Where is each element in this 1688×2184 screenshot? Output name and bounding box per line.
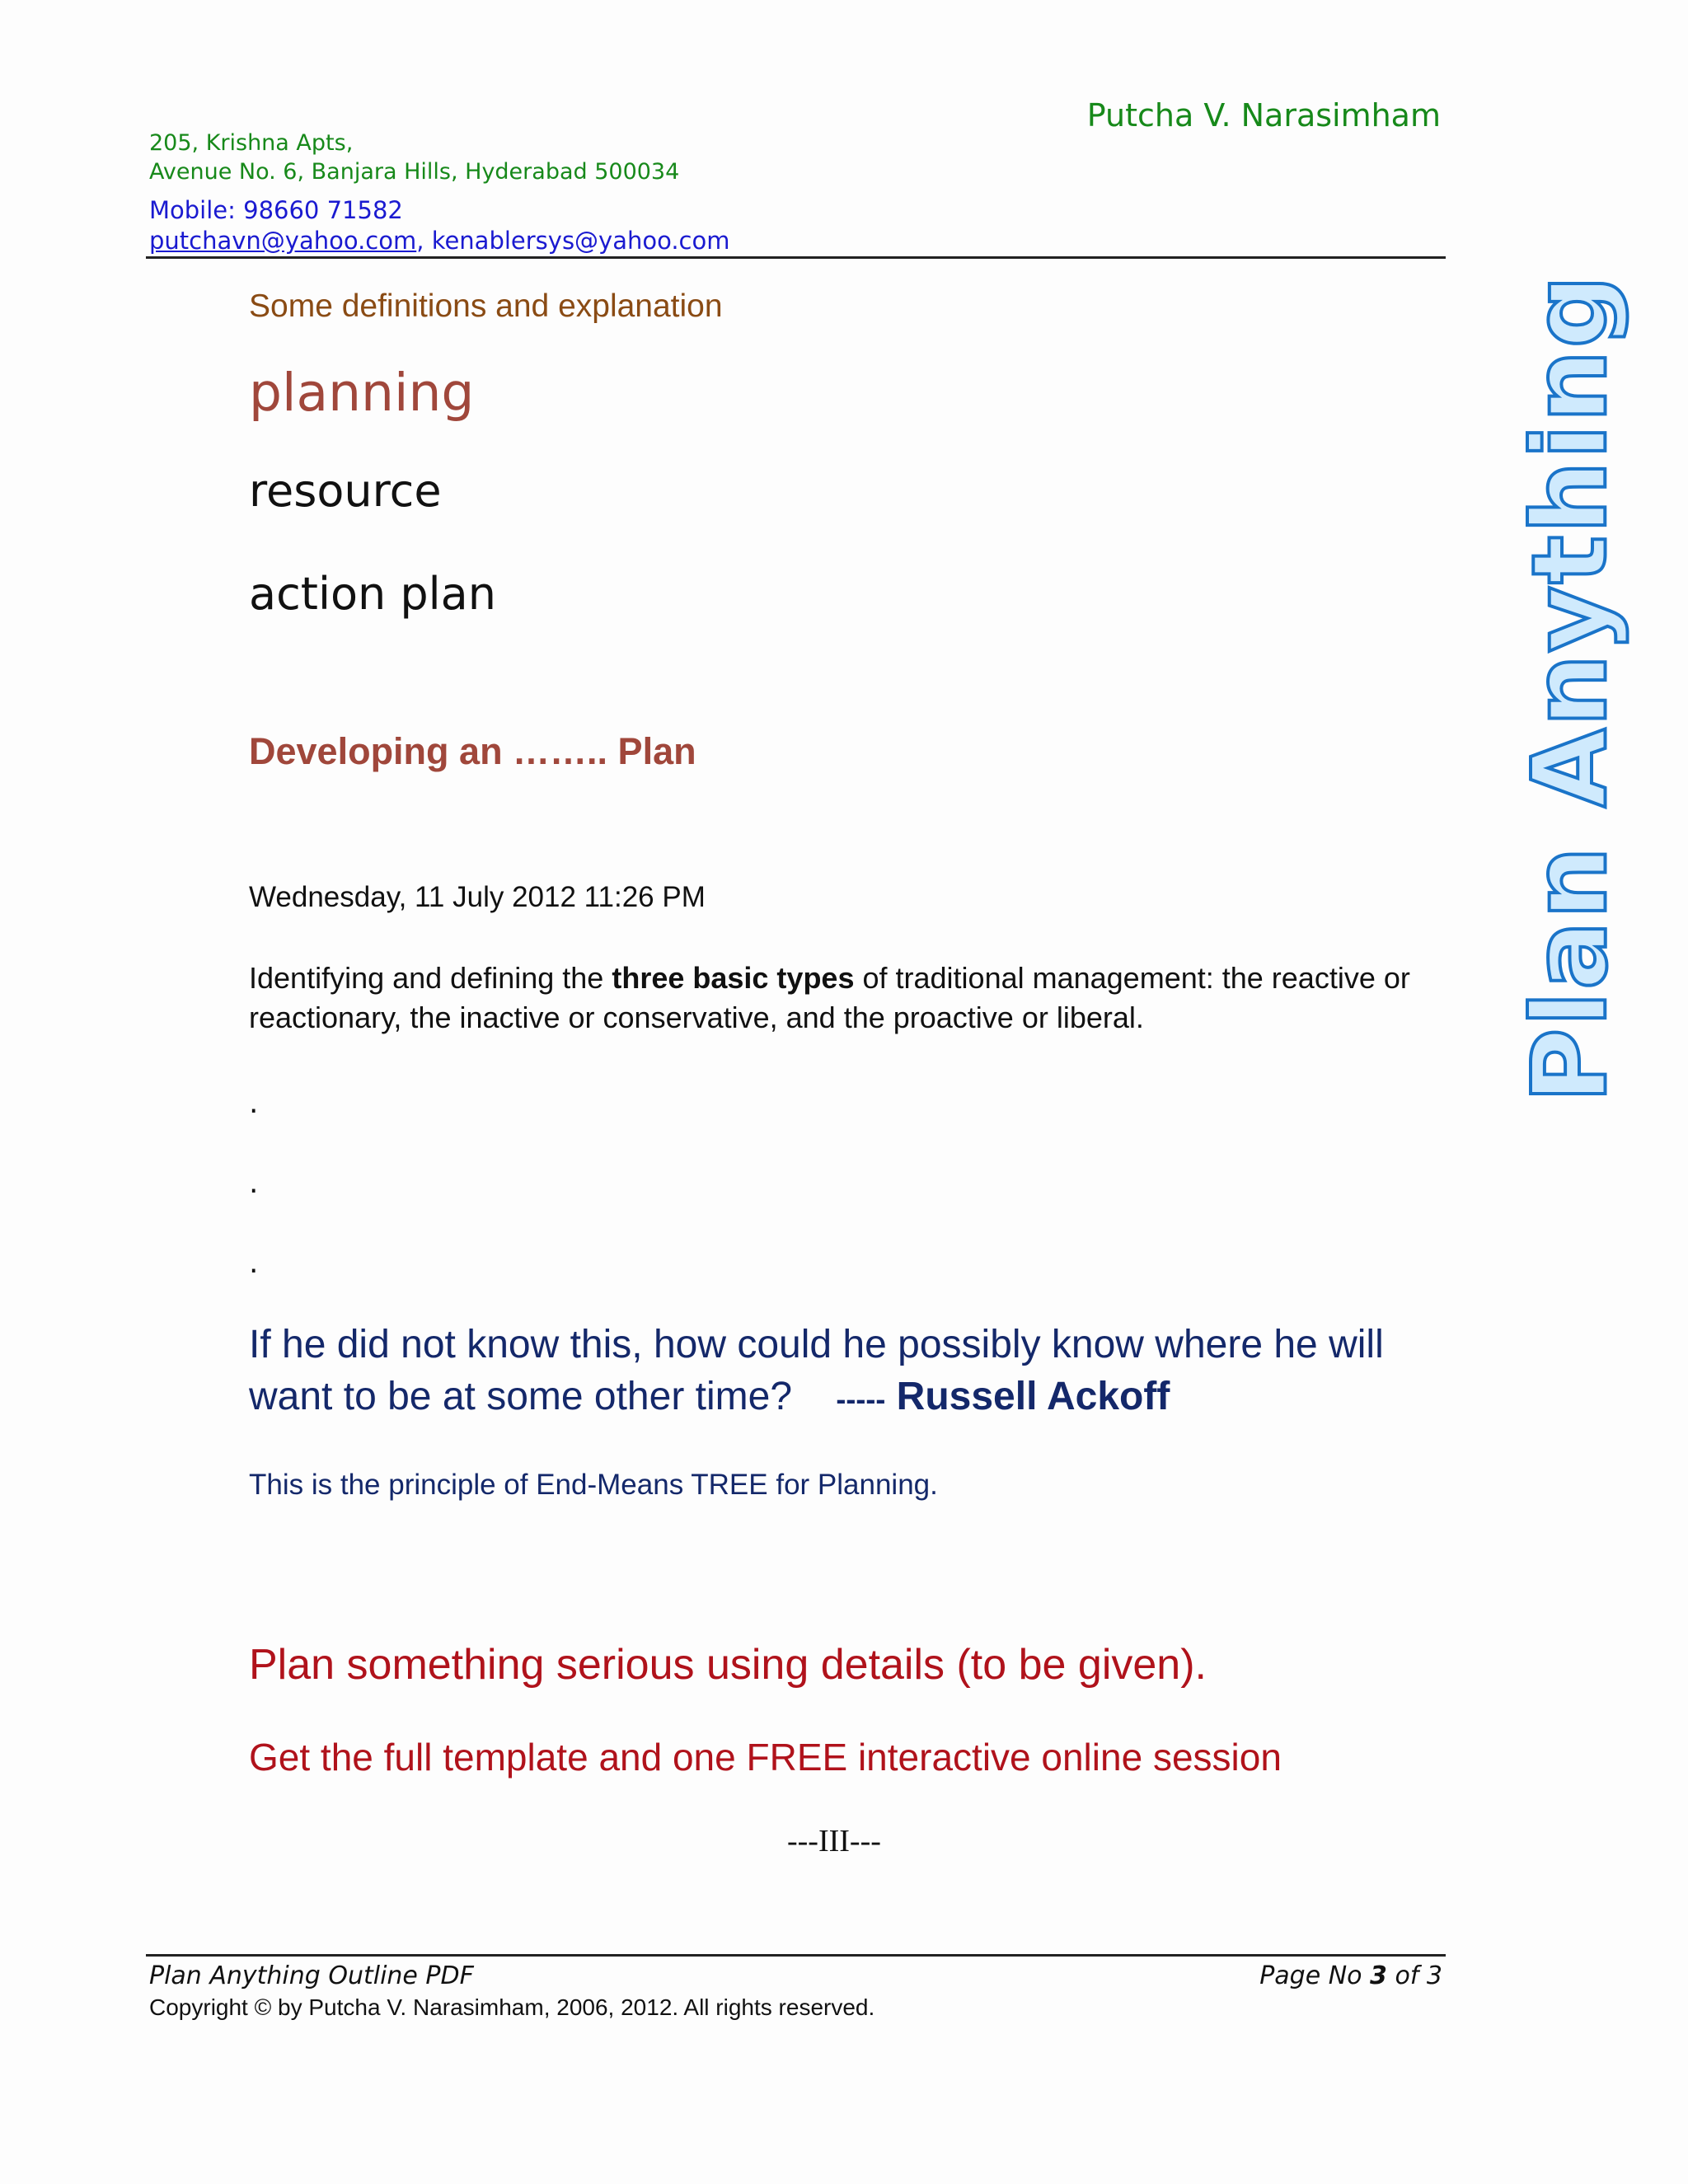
term-planning: planning [249,363,475,423]
header-divider [146,256,1446,259]
page-total: 3 [1426,1961,1442,1990]
page-number [1259,1961,1442,1990]
address-line-1: 205, Krishna Apts, [149,130,354,156]
email-line [149,227,730,255]
end-mark: ---III--- [787,1824,881,1858]
ellipsis-dot: . [249,1086,259,1120]
page-prefix: Page No [1259,1961,1371,1990]
quote-dash: ----- [836,1382,886,1416]
ellipsis-dot: . [249,1246,259,1280]
footer-title: Plan Anything Outline PDF [149,1961,474,1990]
quote-text: If he did not know this, how could he possibly know where he will want to be at some other time? [249,1323,1384,1418]
copyright-notice: Copyright © by Putcha V. Narasimham, 2006, 2012. All rights reserved. [149,1994,875,2020]
side-title [1508,273,1632,1104]
author-name: Putcha V. Narasimham [1086,97,1441,134]
email-separator: , [416,227,432,255]
date-stamp: Wednesday, 11 July 2012 11:26 PM [249,881,706,913]
email-link-primary[interactable]: putchavn@yahoo.com [149,227,417,255]
page-current: 3 [1370,1961,1387,1990]
address-line-2: Avenue No. 6, Banjara Hills, Hyderabad 500034 [149,159,680,185]
mobile-number: Mobile: 98660 71582 [149,196,403,224]
term-resource: resource [249,465,442,517]
principle-line: This is the principle of End-Means TREE for Planning. [249,1469,938,1501]
identify-suffix: of traditional management: the reactive or reactionary, the inactive or conservative, and the proactive or liberal. [249,961,1410,1034]
ellipsis-dot: . [249,1166,259,1200]
page-mid: of [1386,1961,1427,1990]
cta-line-1: Plan something serious using details (to be given). [249,1641,1207,1689]
ackoff-quote [249,1319,1444,1425]
cta-line-2: Get the full template and one FREE interactive online session [249,1736,1282,1779]
email-secondary: kenablersys@yahoo.com [431,227,730,255]
footer-divider [146,1954,1446,1957]
quote-author: Russell Ackoff [896,1375,1170,1418]
identify-prefix: Identifying and defining the [249,961,612,995]
identify-paragraph [249,958,1419,1038]
identify-bold: three basic types [612,961,855,995]
developing-heading: Developing an …….. Plan [249,730,696,772]
side-title-text: Plan Anything [1511,273,1629,1104]
term-action-plan: action plan [249,568,496,620]
definitions-heading: Some definitions and explanation [249,288,723,324]
